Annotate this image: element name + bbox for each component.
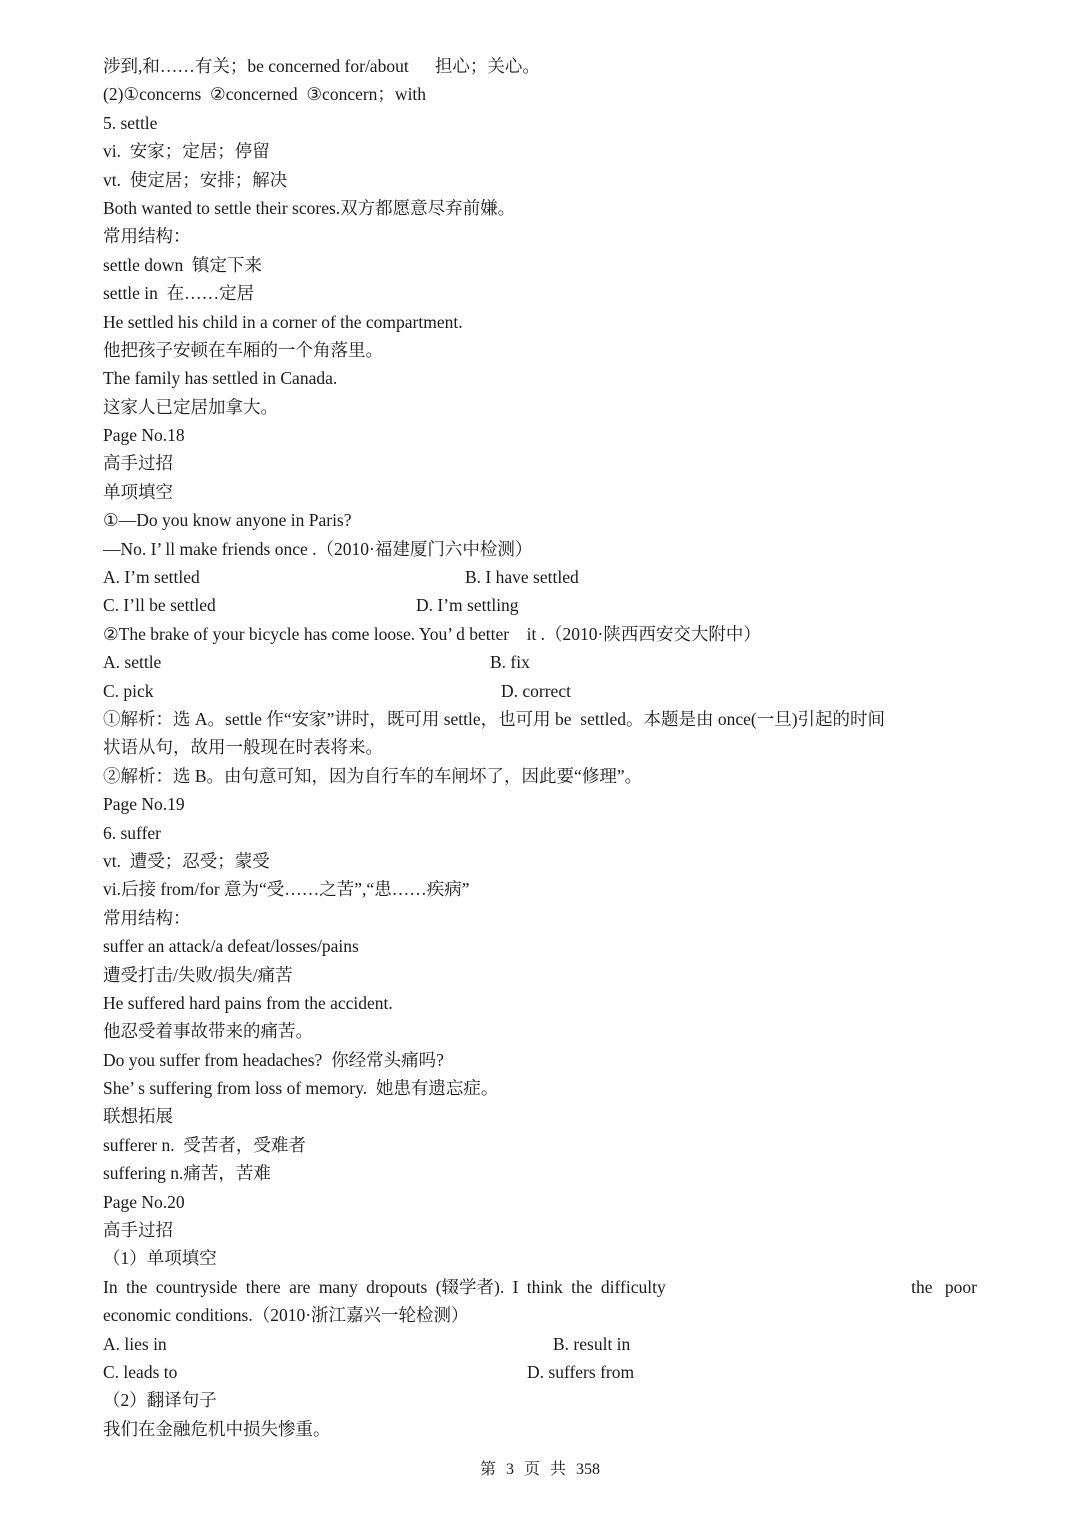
text-line: ①解析：选 A。settle 作“安家”讲时，既可用 settle，也可用 be settled。本题是由 once(一旦)引起的时间	[103, 708, 886, 729]
option-d: D. correct	[501, 680, 571, 701]
text-line: 常用结构：	[103, 907, 191, 928]
text-line: ②解析：选 B。由句意可知，因为自行车的车闸坏了，因此要“修理”。	[103, 765, 643, 786]
option-row	[103, 1330, 979, 1358]
option-b: B. I have settled	[465, 567, 579, 588]
section-heading: 联想拓展	[103, 1106, 173, 1127]
option-c: C. I’ll be settled	[103, 595, 216, 616]
text-line: vt. 遭受；忍受；蒙受	[103, 850, 270, 871]
text-line: 5. settle	[103, 112, 158, 133]
text-line: (2)①concerns ②concerned ③concern；with	[103, 84, 427, 105]
text-line: The family has settled in Canada.	[103, 368, 338, 389]
option-row	[103, 1358, 979, 1386]
page-marker: Page No.18	[103, 425, 185, 446]
option-d: D. I’m settling	[416, 595, 519, 616]
option-a: A. I’m settled	[103, 567, 200, 588]
text-line: vi. 安家；定居；停留	[103, 141, 270, 162]
option-c: C. pick	[103, 680, 154, 701]
text-line: He suffered hard pains from the accident.	[103, 992, 393, 1013]
question-stem: —No. I’ ll make friends once .（2010·福建厦门六中检测）	[103, 538, 533, 559]
option-a: A. lies in	[103, 1333, 167, 1354]
text-line: 涉到,和……有关；be concerned for/about 担心；关心。	[103, 56, 540, 76]
text-line: suffer an attack/a defeat/losses/pains	[103, 936, 359, 957]
page-marker: Page No.19	[103, 794, 185, 815]
text-line: 他忍受着事故带来的痛苦。	[103, 1021, 313, 1042]
text-line: sufferer n. 受苦者，受难者	[103, 1134, 306, 1155]
question-stem: ①—Do you know anyone in Paris?	[103, 510, 352, 531]
text-line: Do you suffer from headaches? 你经常头痛吗?	[103, 1049, 444, 1070]
question-stem: ②The brake of your bicycle has come loose. You’ d better it .（2010·陕西西安交大附中）	[103, 623, 761, 644]
section-heading: 单项填空	[103, 481, 173, 502]
text-line: She’ s suffering from loss of memory. 她患有遗忘症。	[103, 1078, 499, 1099]
text-line: 6. suffer	[103, 822, 161, 843]
text-line: settle down 镇定下来	[103, 254, 262, 275]
option-row	[103, 648, 979, 676]
option-row	[103, 677, 979, 705]
text-line: settle in 在……定居	[103, 283, 255, 304]
section-heading: （2）翻译句子	[103, 1390, 217, 1411]
text-line: suffering n.痛苦，苦难	[103, 1163, 271, 1184]
question-stem: economic conditions.（2010·浙江嘉兴一轮检测）	[103, 1305, 469, 1326]
text-line: vt. 使定居；安排；解决	[103, 169, 288, 190]
document-page	[103, 52, 979, 1443]
text-line: He settled his child in a corner of the compartment.	[103, 311, 463, 332]
text-line: vi.后接 from/for 意为“受……之苦”,“患……疾病”	[103, 879, 470, 900]
option-d: D. suffers from	[527, 1361, 635, 1382]
text-line: 这家人已定居加拿大。	[103, 396, 278, 417]
question-stem	[103, 1273, 979, 1301]
option-b: B. fix	[490, 652, 530, 673]
question-stem-right: the poor	[911, 1276, 977, 1297]
question-stem-left: In the countryside there are many dropouts (辍学者). I think the difficulty	[103, 1276, 666, 1297]
section-heading: （1）单项填空	[103, 1248, 217, 1269]
option-row	[103, 563, 979, 591]
text-line: Both wanted to settle their scores.双方都愿意尽弃前嫌。	[103, 197, 516, 218]
section-heading: 高手过招	[103, 1220, 173, 1241]
page-marker: Page No.20	[103, 1191, 185, 1212]
option-b: B. result in	[553, 1333, 631, 1354]
option-a: A. settle	[103, 652, 162, 673]
text-line: 我们在金融危机中损失惨重。	[103, 1418, 331, 1439]
option-row	[103, 591, 979, 619]
text-line: 遭受打击/失败/损失/痛苦	[103, 964, 293, 985]
option-c: C. leads to	[103, 1361, 178, 1382]
text-line: 常用结构：	[103, 226, 191, 247]
page-footer: 第 3 页 共 358	[479, 1461, 600, 1478]
text-line: 他把孩子安顿在车厢的一个角落里。	[103, 339, 383, 360]
section-heading: 高手过招	[103, 453, 173, 474]
text-line: 状语从句，故用一般现在时表将来。	[103, 737, 383, 758]
